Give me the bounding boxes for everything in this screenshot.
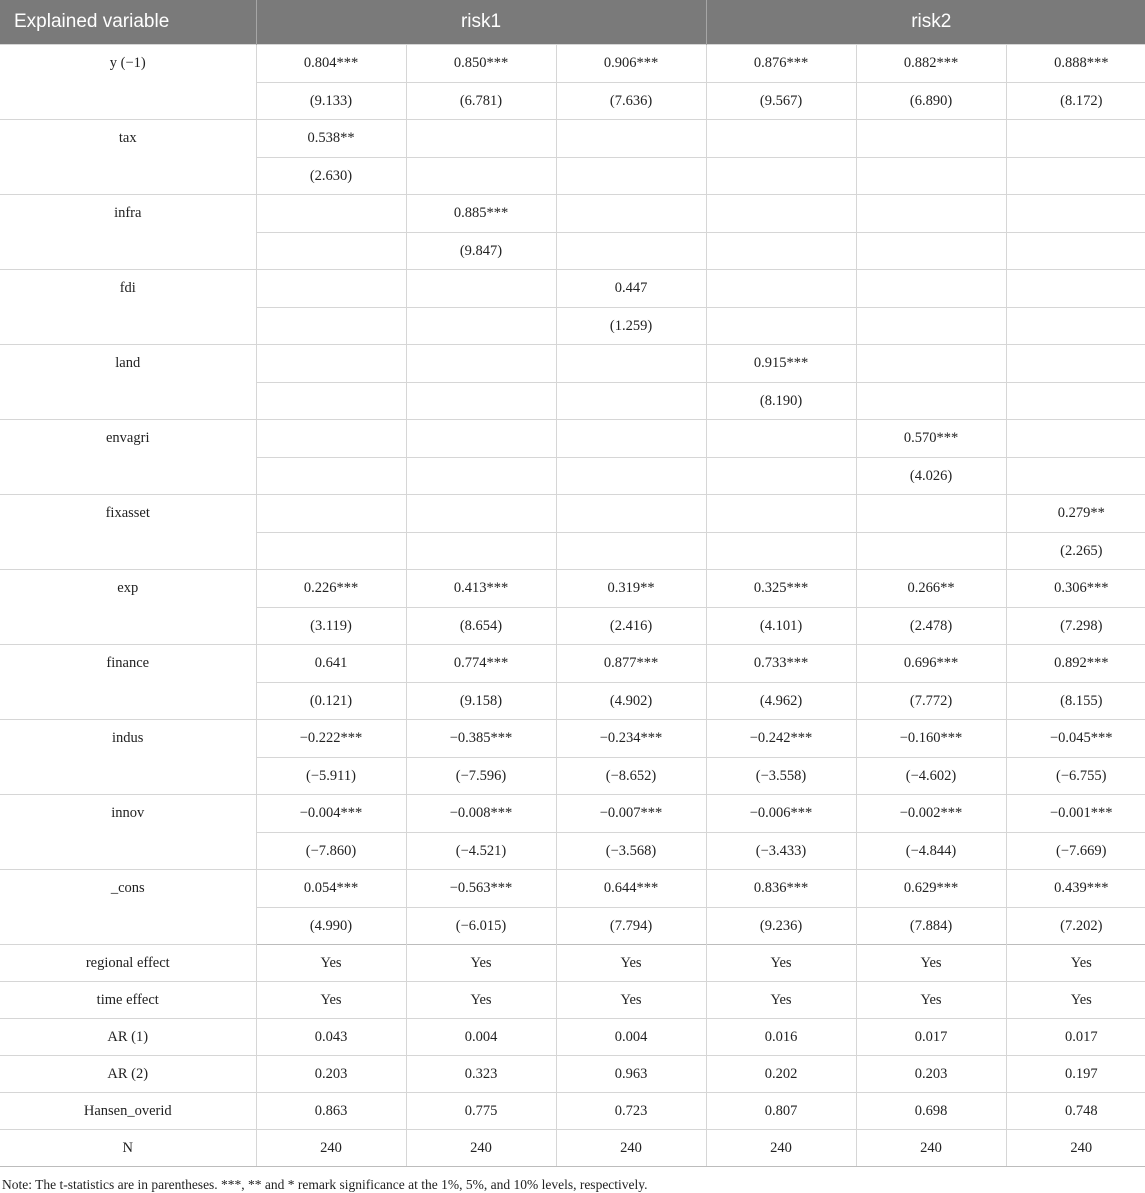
variable-name: _cons: [0, 870, 256, 945]
coefficient-row: [0, 195, 1145, 233]
coefficient-row: [0, 570, 1145, 608]
t-statistic-cell: [556, 158, 706, 195]
statistic-value: 0.323: [406, 1056, 556, 1093]
coefficient-cell: [406, 420, 556, 458]
coefficient-cell: 0.644***: [556, 870, 706, 908]
coefficient-cell: [256, 345, 406, 383]
t-statistic-cell: [406, 458, 556, 495]
statistic-value: Yes: [406, 945, 556, 982]
t-statistic-cell: (−8.652): [556, 758, 706, 795]
t-statistic-cell: (8.654): [406, 608, 556, 645]
coefficient-row: [0, 420, 1145, 458]
t-statistic-cell: [556, 533, 706, 570]
coefficient-cell: [706, 495, 856, 533]
coefficient-cell: 0.850***: [406, 45, 556, 83]
coefficient-cell: [256, 495, 406, 533]
t-statistic-cell: [856, 233, 1006, 270]
risk1-group-header: risk1: [256, 0, 706, 45]
coefficient-cell: [256, 270, 406, 308]
coefficient-cell: 0.696***: [856, 645, 1006, 683]
coefficient-cell: 0.413***: [406, 570, 556, 608]
statistic-value: 240: [556, 1130, 706, 1167]
t-statistic-cell: [1006, 158, 1145, 195]
statistic-row: [0, 1093, 1145, 1130]
t-statistic-cell: (7.202): [1006, 908, 1145, 945]
coefficient-cell: 0.266**: [856, 570, 1006, 608]
t-statistic-cell: [256, 533, 406, 570]
coefficient-cell: [556, 345, 706, 383]
coefficient-cell: −0.160***: [856, 720, 1006, 758]
table-note: Note: The t-statistics are in parentheses. ***, ** and * remark significance at the 1%, 5%, and 10% levels, respectively.: [2, 1177, 648, 1192]
coefficient-cell: [1006, 420, 1145, 458]
t-statistic-cell: (−5.911): [256, 758, 406, 795]
statistic-value: 240: [1006, 1130, 1145, 1167]
t-statistic-cell: (7.794): [556, 908, 706, 945]
t-statistic-cell: [256, 308, 406, 345]
coefficient-cell: −0.222***: [256, 720, 406, 758]
statistic-row: [0, 1019, 1145, 1056]
coefficient-cell: 0.439***: [1006, 870, 1145, 908]
statistic-value: 0.016: [706, 1019, 856, 1056]
statistic-value: Yes: [256, 945, 406, 982]
coefficient-cell: 0.629***: [856, 870, 1006, 908]
statistic-value: Yes: [706, 982, 856, 1019]
coefficient-cell: 0.733***: [706, 645, 856, 683]
t-statistic-cell: (2.630): [256, 158, 406, 195]
statistic-value: Yes: [256, 982, 406, 1019]
statistic-value: Yes: [556, 945, 706, 982]
t-statistic-cell: (8.155): [1006, 683, 1145, 720]
t-statistic-cell: [1006, 308, 1145, 345]
t-statistic-cell: (−6.755): [1006, 758, 1145, 795]
coefficient-cell: [556, 420, 706, 458]
coefficient-cell: 0.876***: [706, 45, 856, 83]
coefficient-cell: [256, 195, 406, 233]
statistic-name: N: [0, 1130, 256, 1167]
t-statistic-cell: (−4.521): [406, 833, 556, 870]
t-statistic-cell: [1006, 458, 1145, 495]
t-statistic-cell: (−6.015): [406, 908, 556, 945]
t-statistic-cell: [406, 383, 556, 420]
coefficient-cell: 0.279**: [1006, 495, 1145, 533]
statistic-value: 240: [256, 1130, 406, 1167]
t-statistic-cell: (4.990): [256, 908, 406, 945]
coefficient-cell: −0.006***: [706, 795, 856, 833]
statistic-value: Yes: [856, 945, 1006, 982]
t-statistic-cell: (4.026): [856, 458, 1006, 495]
t-statistic-cell: (−3.558): [706, 758, 856, 795]
coefficient-cell: 0.325***: [706, 570, 856, 608]
coefficient-cell: 0.877***: [556, 645, 706, 683]
t-statistic-cell: (7.636): [556, 83, 706, 120]
t-statistic-cell: [1006, 233, 1145, 270]
t-statistic-cell: (−3.433): [706, 833, 856, 870]
t-statistic-cell: [706, 233, 856, 270]
t-statistic-cell: (−7.669): [1006, 833, 1145, 870]
statistic-value: 0.698: [856, 1093, 1006, 1130]
statistic-value: Yes: [706, 945, 856, 982]
coefficient-cell: 0.447: [556, 270, 706, 308]
t-statistic-cell: [856, 383, 1006, 420]
coefficient-cell: 0.774***: [406, 645, 556, 683]
coefficient-cell: [556, 120, 706, 158]
statistic-value: 0.004: [406, 1019, 556, 1056]
coefficient-cell: [556, 495, 706, 533]
statistic-row: [0, 1130, 1145, 1167]
variable-name: finance: [0, 645, 256, 720]
t-statistic-cell: (2.478): [856, 608, 1006, 645]
t-statistic-cell: (3.119): [256, 608, 406, 645]
variable-name: fixasset: [0, 495, 256, 570]
statistic-value: 0.963: [556, 1056, 706, 1093]
coefficient-cell: [406, 270, 556, 308]
statistic-name: Hansen_overid: [0, 1093, 256, 1130]
statistic-value: 240: [856, 1130, 1006, 1167]
t-statistic-cell: (6.890): [856, 83, 1006, 120]
statistic-name: regional effect: [0, 945, 256, 982]
variable-name: y (−1): [0, 45, 256, 120]
t-statistic-cell: (2.416): [556, 608, 706, 645]
coefficient-cell: [406, 120, 556, 158]
coefficient-cell: [406, 345, 556, 383]
coefficient-cell: [856, 195, 1006, 233]
t-statistic-cell: [256, 458, 406, 495]
variable-name: indus: [0, 720, 256, 795]
t-statistic-cell: (9.567): [706, 83, 856, 120]
statistic-row: [0, 1056, 1145, 1093]
t-statistic-cell: (9.847): [406, 233, 556, 270]
t-statistic-cell: (4.101): [706, 608, 856, 645]
coefficient-cell: −0.001***: [1006, 795, 1145, 833]
coefficient-row: [0, 645, 1145, 683]
coefficient-cell: 0.885***: [406, 195, 556, 233]
statistic-value: Yes: [856, 982, 1006, 1019]
coefficient-cell: [556, 195, 706, 233]
t-statistic-cell: [406, 158, 556, 195]
t-statistic-cell: [856, 308, 1006, 345]
t-statistic-cell: (2.265): [1006, 533, 1145, 570]
t-statistic-cell: [406, 308, 556, 345]
coefficient-cell: 0.306***: [1006, 570, 1145, 608]
t-statistic-cell: [406, 533, 556, 570]
statistic-value: 240: [706, 1130, 856, 1167]
coefficient-cell: 0.888***: [1006, 45, 1145, 83]
header-row: [0, 0, 1145, 45]
coefficient-row: [0, 45, 1145, 83]
statistic-value: Yes: [406, 982, 556, 1019]
statistic-value: 0.043: [256, 1019, 406, 1056]
coefficient-cell: 0.570***: [856, 420, 1006, 458]
coefficient-cell: −0.002***: [856, 795, 1006, 833]
coefficient-cell: 0.538**: [256, 120, 406, 158]
statistic-value: 0.723: [556, 1093, 706, 1130]
t-statistic-cell: [556, 233, 706, 270]
variable-name: envagri: [0, 420, 256, 495]
t-statistic-cell: [1006, 383, 1145, 420]
t-statistic-cell: (−4.602): [856, 758, 1006, 795]
statistic-name: time effect: [0, 982, 256, 1019]
t-statistic-cell: [706, 308, 856, 345]
coefficient-cell: −0.004***: [256, 795, 406, 833]
t-statistic-cell: (9.236): [706, 908, 856, 945]
t-statistic-cell: (9.158): [406, 683, 556, 720]
coefficient-cell: 0.836***: [706, 870, 856, 908]
variable-name: infra: [0, 195, 256, 270]
coefficient-cell: [1006, 345, 1145, 383]
statistic-name: AR (1): [0, 1019, 256, 1056]
coefficient-cell: 0.906***: [556, 45, 706, 83]
coefficient-cell: [856, 495, 1006, 533]
coefficient-cell: −0.045***: [1006, 720, 1145, 758]
coefficient-cell: [856, 270, 1006, 308]
statistic-value: 0.017: [856, 1019, 1006, 1056]
coefficient-cell: 0.892***: [1006, 645, 1145, 683]
variable-name: innov: [0, 795, 256, 870]
t-statistic-cell: (0.121): [256, 683, 406, 720]
coefficient-row: [0, 345, 1145, 383]
coefficient-cell: [256, 420, 406, 458]
coefficient-row: [0, 870, 1145, 908]
statistic-value: Yes: [1006, 945, 1145, 982]
t-statistic-cell: [706, 533, 856, 570]
statistic-value: 0.004: [556, 1019, 706, 1056]
coefficient-cell: [1006, 270, 1145, 308]
explained-variable-header: Explained variable: [0, 0, 256, 45]
variable-name: tax: [0, 120, 256, 195]
coefficient-cell: 0.915***: [706, 345, 856, 383]
statistic-value: 0.017: [1006, 1019, 1145, 1056]
t-statistic-cell: (−7.596): [406, 758, 556, 795]
t-statistic-cell: [706, 458, 856, 495]
coefficient-cell: 0.319**: [556, 570, 706, 608]
t-statistic-cell: (6.781): [406, 83, 556, 120]
table-header: [0, 0, 1145, 45]
coefficient-cell: 0.226***: [256, 570, 406, 608]
t-statistic-cell: [256, 383, 406, 420]
statistic-value: 0.203: [256, 1056, 406, 1093]
coefficient-cell: 0.804***: [256, 45, 406, 83]
coefficient-cell: [856, 120, 1006, 158]
statistic-value: 0.807: [706, 1093, 856, 1130]
coefficient-cell: 0.641: [256, 645, 406, 683]
t-statistic-cell: (8.190): [706, 383, 856, 420]
coefficient-row: [0, 495, 1145, 533]
t-statistic-cell: (7.884): [856, 908, 1006, 945]
coefficient-cell: −0.242***: [706, 720, 856, 758]
statistic-value: 0.863: [256, 1093, 406, 1130]
statistic-value: 0.203: [856, 1056, 1006, 1093]
t-statistic-cell: (9.133): [256, 83, 406, 120]
t-statistic-cell: (−7.860): [256, 833, 406, 870]
t-statistic-cell: (4.902): [556, 683, 706, 720]
table-body: [0, 45, 1145, 1167]
coefficient-row: [0, 120, 1145, 158]
coefficient-cell: [706, 120, 856, 158]
t-statistic-cell: (8.172): [1006, 83, 1145, 120]
coefficient-row: [0, 720, 1145, 758]
t-statistic-cell: [556, 458, 706, 495]
t-statistic-cell: (1.259): [556, 308, 706, 345]
t-statistic-cell: (−3.568): [556, 833, 706, 870]
t-statistic-cell: [856, 158, 1006, 195]
coefficient-cell: [1006, 195, 1145, 233]
statistic-value: 0.197: [1006, 1056, 1145, 1093]
statistic-value: Yes: [1006, 982, 1145, 1019]
statistic-value: 0.748: [1006, 1093, 1145, 1130]
coefficient-cell: −0.007***: [556, 795, 706, 833]
statistic-row: [0, 945, 1145, 982]
coefficient-cell: [706, 195, 856, 233]
statistic-value: 0.202: [706, 1056, 856, 1093]
coefficient-cell: −0.008***: [406, 795, 556, 833]
coefficient-cell: [856, 345, 1006, 383]
variable-name: land: [0, 345, 256, 420]
statistic-value: 0.775: [406, 1093, 556, 1130]
variable-name: exp: [0, 570, 256, 645]
t-statistic-cell: [706, 158, 856, 195]
statistic-name: AR (2): [0, 1056, 256, 1093]
statistic-row: [0, 982, 1145, 1019]
t-statistic-cell: (4.962): [706, 683, 856, 720]
variable-name: fdi: [0, 270, 256, 345]
coefficient-cell: 0.882***: [856, 45, 1006, 83]
coefficient-cell: [706, 270, 856, 308]
coefficient-row: [0, 270, 1145, 308]
t-statistic-cell: (7.298): [1006, 608, 1145, 645]
coefficient-cell: [706, 420, 856, 458]
statistic-value: 240: [406, 1130, 556, 1167]
t-statistic-cell: [256, 233, 406, 270]
coefficient-row: [0, 795, 1145, 833]
coefficient-cell: −0.234***: [556, 720, 706, 758]
t-statistic-cell: (7.772): [856, 683, 1006, 720]
coefficient-cell: [406, 495, 556, 533]
t-statistic-cell: (−4.844): [856, 833, 1006, 870]
risk2-group-header: risk2: [706, 0, 1145, 45]
t-statistic-cell: [556, 383, 706, 420]
coefficient-cell: −0.563***: [406, 870, 556, 908]
t-statistic-cell: [856, 533, 1006, 570]
coefficient-cell: 0.054***: [256, 870, 406, 908]
coefficient-cell: [1006, 120, 1145, 158]
coefficient-cell: −0.385***: [406, 720, 556, 758]
statistic-value: Yes: [556, 982, 706, 1019]
